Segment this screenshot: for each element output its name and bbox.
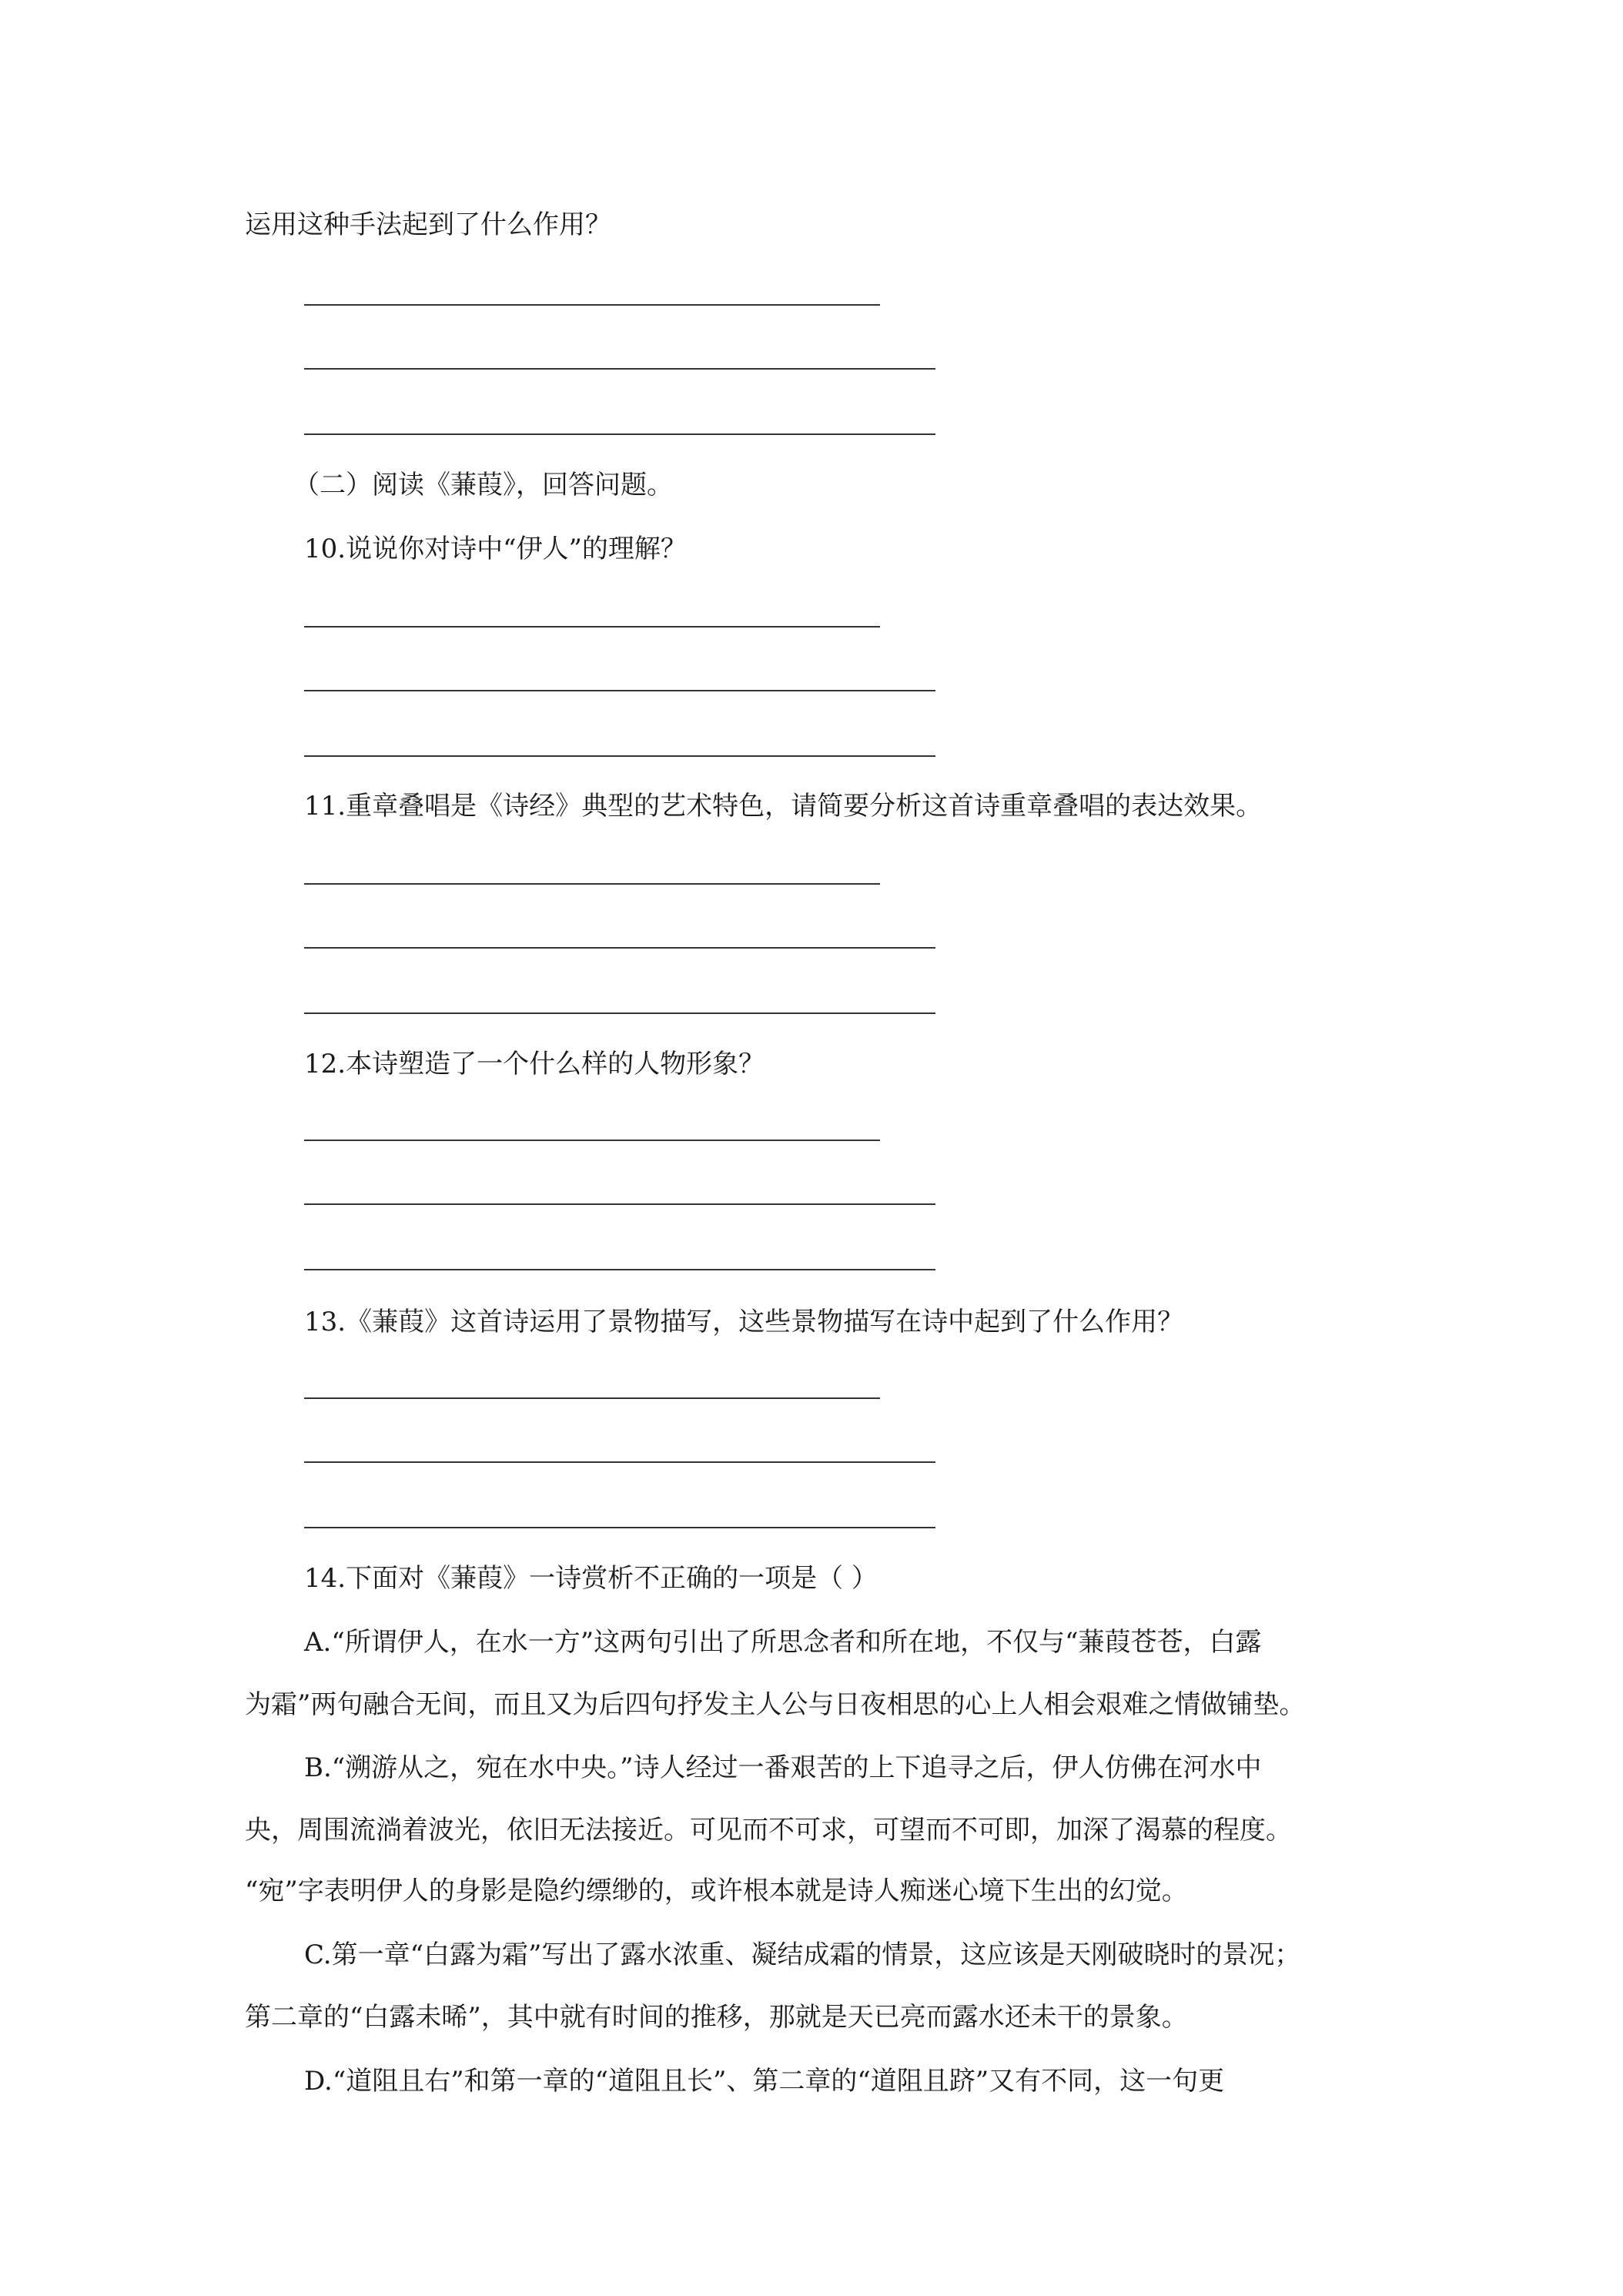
question-9-continuation: 运用这种手法起到了什么作用？: [245, 209, 611, 240]
option-a-line-2: 为霜”两句融合无间，而且又为后四句抒发主人公与日夜相思的心上人相会艰难之情做铺垫。: [245, 1689, 1306, 1720]
option-c-line-1: C.第一章“白露为霜”写出了露水浓重、凝结成霜的情景，这应该是天刚破晓时的景况；: [304, 1940, 1301, 1970]
option-b-line-2: 央，周围流淌着波光，依旧无法接近。可见而不可求，可望而不可即，加深了渴慕的程度。: [245, 1815, 1292, 1846]
question-10: 10.说说你对诗中“伊人”的理解？: [304, 534, 687, 564]
question-11: 11.重章叠唱是《诗经》典型的艺术特色，请简要分析这首诗重章叠唱的表达效果。: [304, 791, 1263, 822]
answer-line[interactable]: [304, 626, 880, 628]
answer-line[interactable]: [304, 1012, 935, 1014]
answer-line[interactable]: [304, 1140, 880, 1141]
answer-line[interactable]: [304, 433, 935, 435]
option-b-line-3: “宛”字表明伊人的身影是隐约缥缈的，或许根本就是诗人痴迷心境下生出的幻觉。: [245, 1876, 1188, 1906]
question-13: 13.《蒹葭》这首诗运用了景物描写，这些景物描写在诗中起到了什么作用？: [304, 1307, 1184, 1337]
question-14: 14.下面对《蒹葭》一诗赏析不正确的一项是（ ）: [304, 1563, 878, 1594]
answer-line[interactable]: [304, 304, 880, 306]
answer-line[interactable]: [304, 1203, 935, 1205]
answer-line[interactable]: [304, 1269, 935, 1270]
answer-line[interactable]: [304, 755, 935, 757]
answer-line[interactable]: [304, 1397, 880, 1399]
answer-line[interactable]: [304, 1461, 935, 1463]
answer-line[interactable]: [304, 368, 935, 370]
option-a-line-1: A.“所谓伊人，在水一方”这两句引出了所思念者和所在地，不仅与“蒹葭苍苍，白露: [304, 1627, 1262, 1658]
option-c-line-2: 第二章的“白露未晞”，其中就有时间的推移，那就是天已亮而露水还未干的景象。: [245, 2002, 1188, 2033]
section-heading: （二）阅读《蒹葭》，回答问题。: [293, 470, 673, 500]
question-12: 12.本诗塑造了一个什么样的人物形象？: [304, 1049, 765, 1079]
option-d-line-1: D.“道阻且右”和第一章的“道阻且长”、第二章的“道阻且跻”又有不同，这一句更: [304, 2066, 1225, 2097]
answer-line[interactable]: [304, 883, 880, 885]
answer-line[interactable]: [304, 947, 935, 949]
answer-line[interactable]: [304, 1527, 935, 1528]
answer-line[interactable]: [304, 690, 935, 691]
option-b-line-1: B.“溯游从之，宛在水中央。”诗人经过一番艰苦的上下追寻之后，伊人仿佛在河水中: [304, 1752, 1262, 1783]
